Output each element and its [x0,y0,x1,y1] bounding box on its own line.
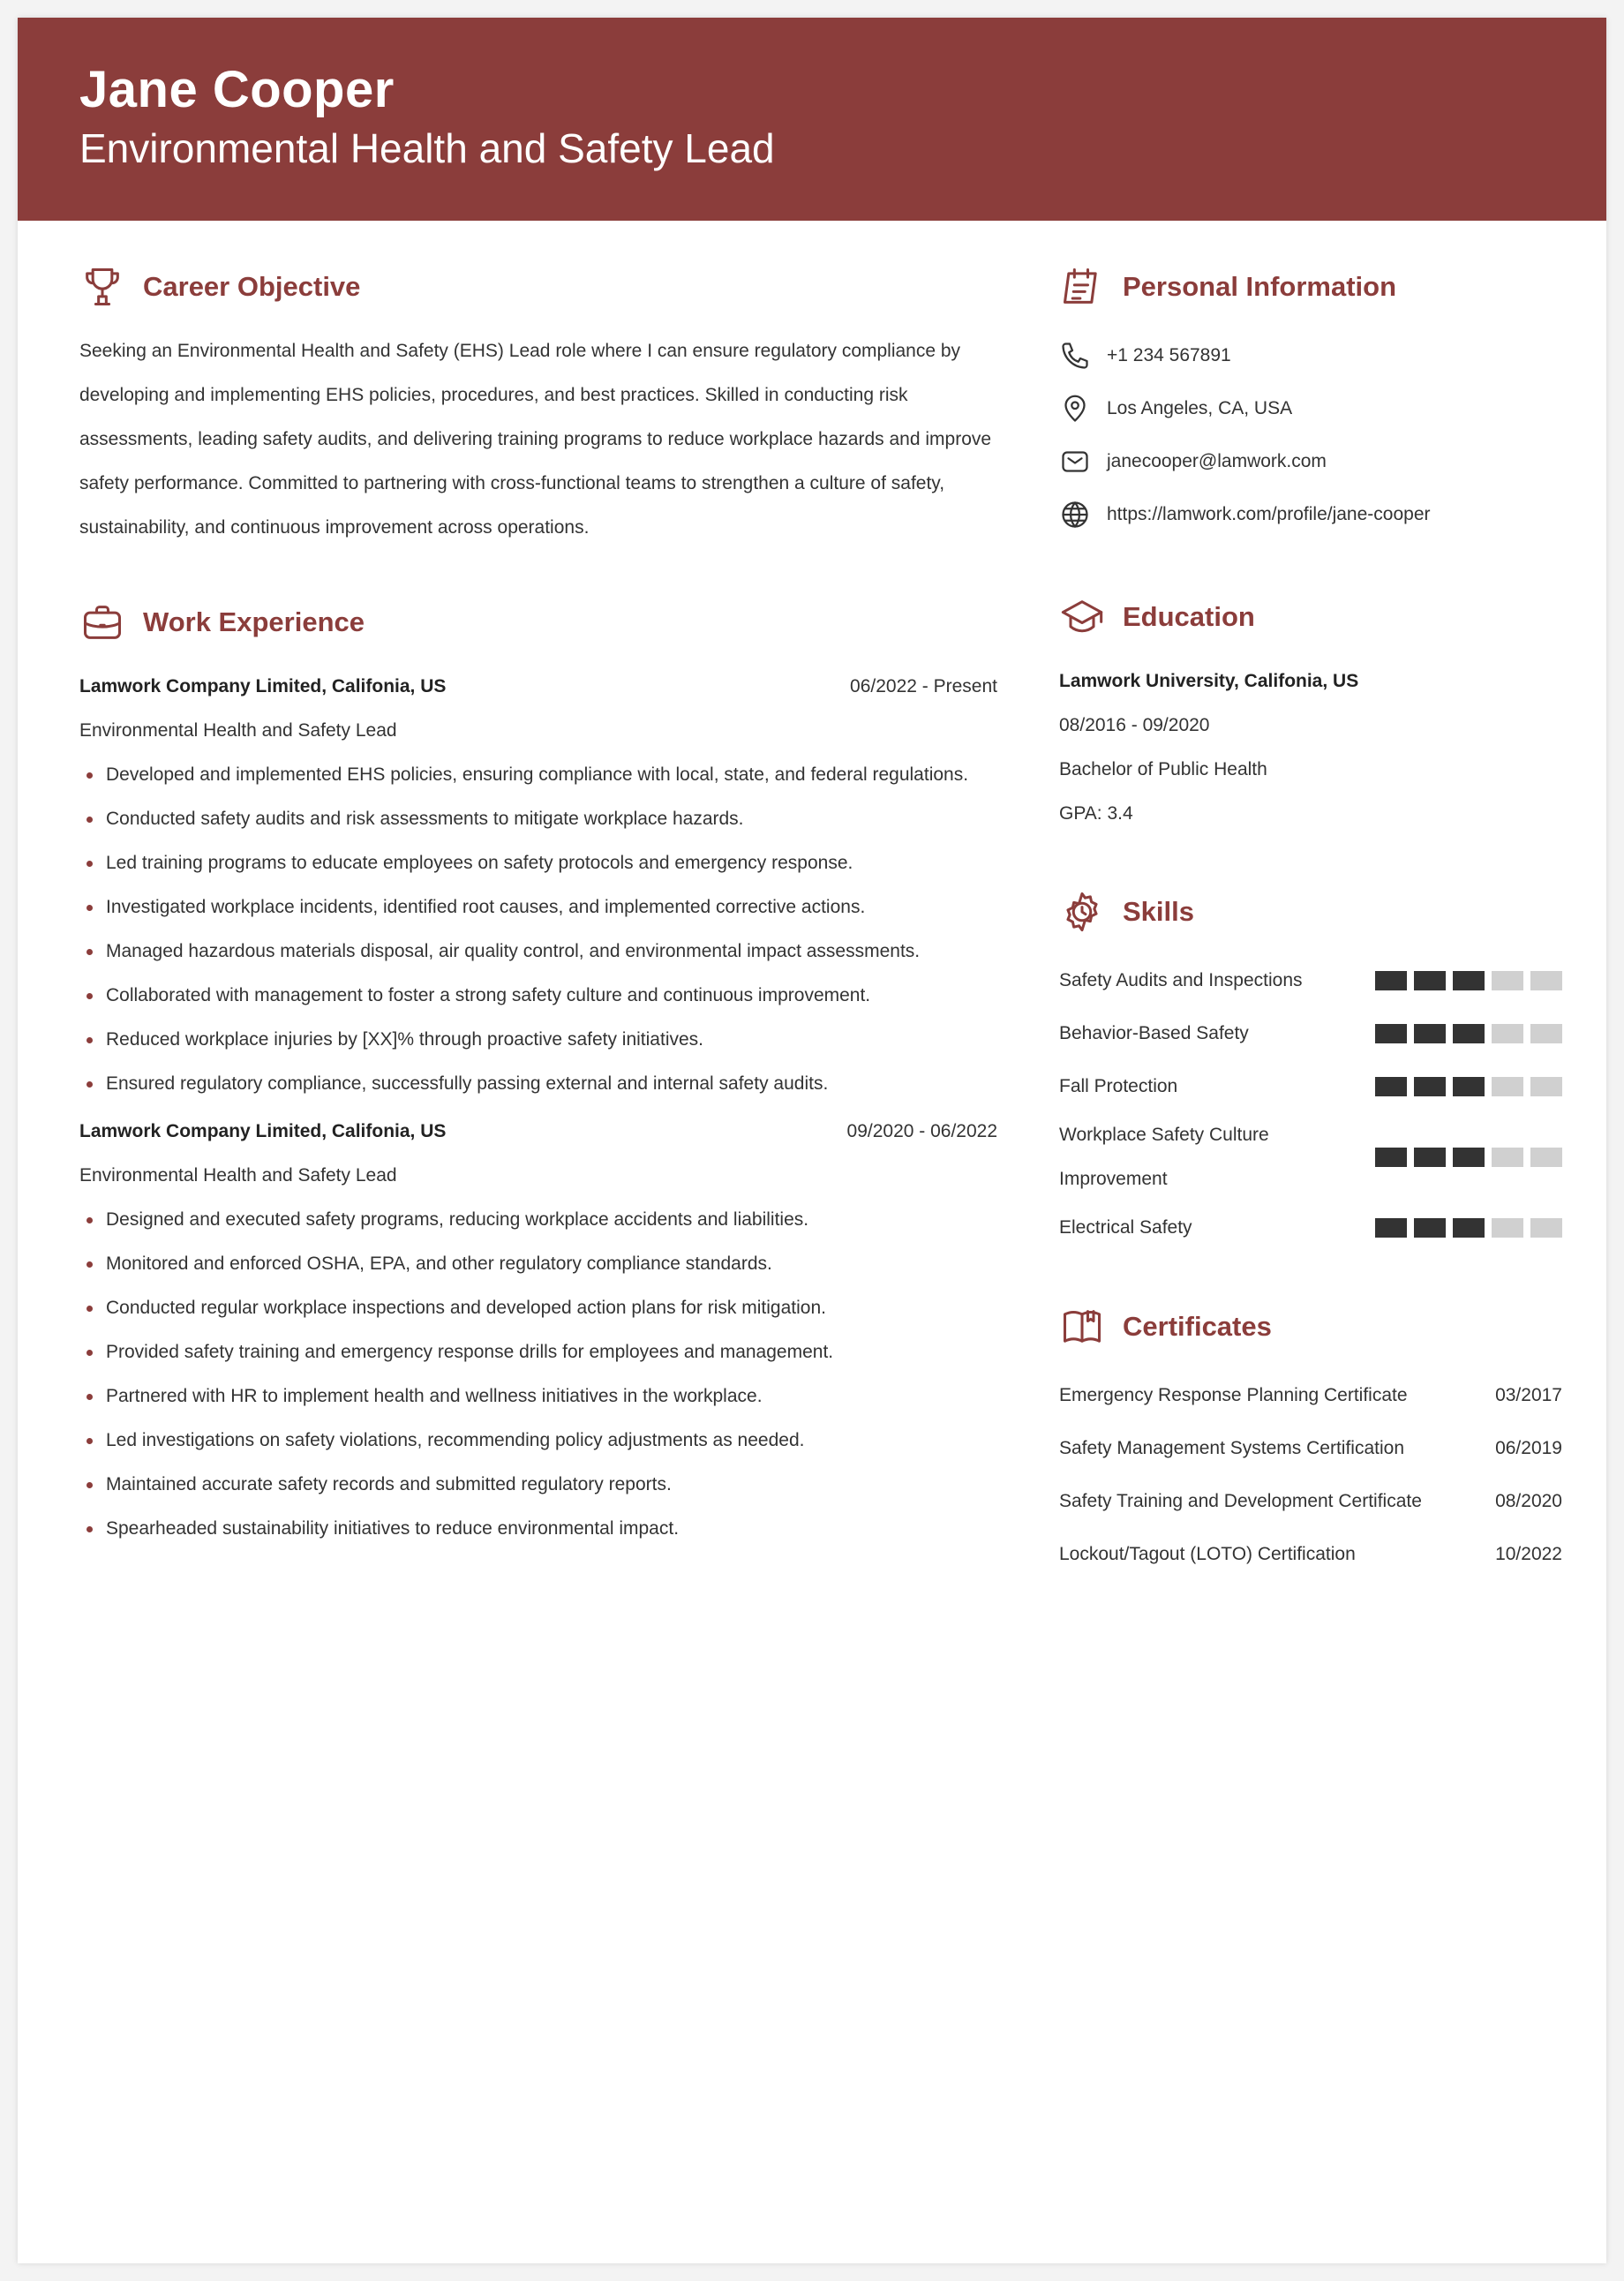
briefcase-icon [79,599,125,645]
skill-level-segment [1375,1024,1407,1043]
skill-level-segment [1530,1024,1562,1043]
skill-level-segment [1492,1218,1523,1238]
job-dates: 06/2022 - Present [850,676,997,696]
skill-level-segment [1492,1077,1523,1096]
section-header [1059,1300,1562,1353]
skill-level-segment [1414,1218,1446,1238]
certificate-date: 10/2022 [1495,1544,1562,1564]
skill-level-segment [1530,1148,1562,1167]
graduation-cap-icon [1059,594,1105,640]
list-item: Collaborated with management to foster a strong safety culture and continuous improvement. [79,974,997,1018]
map-pin-icon [1059,393,1091,425]
skill-row [1059,1007,1562,1060]
skill-level-segment [1530,971,1562,990]
list-item: Developed and implemented EHS policies, ensuring compliance with local, state, and federal regulations. [79,753,997,797]
skill-row [1059,1060,1562,1113]
job-entry [79,665,997,1106]
section-header [79,260,997,313]
job-company: Lamwork Company Limited, Califonia, US [79,1121,447,1141]
contact-email [1059,435,1562,488]
skill-level-bar [1375,1218,1562,1238]
education-gpa: GPA: 3.4 [1059,803,1133,824]
website-link[interactable]: https://lamwork.com/profile/jane-cooper [1107,504,1431,524]
career-objective-text: Seeking an Environmental Health and Safety (EHS) Lead role where I can ensure regulatory compliance by developing and implementing EHS policies, procedures, and best practices. Skilled in conducting risk assessments, leading safety audits, and delivering training programs to reduce workplace hazards and improve safety performance. Committed to partnering with cross-functional teams to strengthen a culture of safety, sustainability, and continuous improvement across operations. [79,341,992,538]
skill-level-segment [1414,1024,1446,1043]
skills-heading: Skills [1123,896,1194,927]
job-role: Environmental Health and Safety Lead [79,720,397,741]
mail-icon [1059,446,1091,478]
certificate-row [1059,1422,1562,1475]
job-entry [79,1110,997,1551]
right-column [1059,260,1562,1581]
list-item: Partnered with HR to implement health and wellness initiatives in the workplace. [79,1374,997,1419]
job-bullet-list [79,1198,997,1551]
skills-section [1059,885,1562,1254]
certificate-name: Lockout/Tagout (LOTO) Certification [1059,1544,1356,1564]
personal-information-heading: Personal Information [1123,271,1397,302]
skill-level-bar [1375,1024,1562,1043]
skill-level-segment [1375,1218,1407,1238]
certificate-name: Emergency Response Planning Certificate [1059,1385,1408,1405]
skill-level-segment [1453,1148,1485,1167]
certificate-row [1059,1369,1562,1422]
list-item: Monitored and enforced OSHA, EPA, and other regulatory compliance standards. [79,1242,997,1286]
skill-level-segment [1375,1148,1407,1167]
contact-website [1059,488,1562,541]
skill-level-segment [1375,971,1407,990]
education-degree: Bachelor of Public Health [1059,759,1267,779]
skill-level-segment [1414,1077,1446,1096]
list-item: Spearheaded sustainability initiatives to reduce environmental impact. [79,1507,997,1551]
phone-icon [1059,340,1091,372]
skill-name: Electrical Safety [1059,1217,1192,1238]
trophy-icon [79,264,125,310]
list-item: Reduced workplace injuries by [XX]% through proactive safety initiatives. [79,1018,997,1062]
certificate-row [1059,1528,1562,1581]
skill-row [1059,1113,1562,1201]
section-header [1059,591,1562,644]
certificate-date: 08/2020 [1495,1491,1562,1511]
certificate-date: 03/2017 [1495,1385,1562,1405]
skill-name: Fall Protection [1059,1076,1178,1096]
list-item: Led training programs to educate employees on safety protocols and emergency response. [79,841,997,885]
resume-page [18,18,1606,2263]
certificate-name: Safety Training and Development Certificate [1059,1491,1422,1511]
job-company: Lamwork Company Limited, Califonia, US [79,676,447,696]
gear-clock-icon [1059,889,1105,935]
calendar-note-icon [1059,264,1105,310]
skill-level-segment [1453,1024,1485,1043]
personal-information-section [1059,260,1562,541]
education-section [1059,591,1562,836]
list-item: Maintained accurate safety records and submitted regulatory reports. [79,1463,997,1507]
certificate-date: 06/2019 [1495,1438,1562,1458]
resume-header [18,18,1606,221]
education-school: Lamwork University, Califonia, US [1059,671,1359,691]
list-item: Led investigations on safety violations, recommending policy adjustments as needed. [79,1419,997,1463]
list-item: Ensured regulatory compliance, successfully passing external and internal safety audits. [79,1062,997,1106]
certificates-heading: Certificates [1123,1311,1272,1342]
section-header [1059,885,1562,938]
skill-level-segment [1492,1024,1523,1043]
section-header [79,596,997,649]
phone-number: +1 234 567891 [1107,345,1231,365]
skill-level-segment [1414,971,1446,990]
list-item: Conducted safety audits and risk assessments to mitigate workplace hazards. [79,797,997,841]
location-text: Los Angeles, CA, USA [1107,398,1293,418]
list-item: Designed and executed safety programs, reducing workplace accidents and liabilities. [79,1198,997,1242]
open-book-icon [1059,1304,1105,1350]
list-item: Managed hazardous materials disposal, air quality control, and environmental impact assessments. [79,930,997,974]
list-item: Provided safety training and emergency response drills for employees and management. [79,1330,997,1374]
work-experience-heading: Work Experience [143,606,365,637]
candidate-title: Environmental Health and Safety Lead [79,125,775,171]
skill-level-segment [1375,1077,1407,1096]
candidate-name: Jane Cooper [79,61,395,118]
skill-row [1059,1201,1562,1254]
job-header [79,665,997,709]
section-header [1059,260,1562,313]
skill-level-segment [1492,971,1523,990]
skill-row [1059,954,1562,1007]
list-item: Investigated workplace incidents, identified root causes, and implemented corrective actions. [79,885,997,930]
skill-level-segment [1414,1148,1446,1167]
career-objective-heading: Career Objective [143,271,361,302]
skill-level-segment [1492,1148,1523,1167]
email-link[interactable]: janecooper@lamwork.com [1107,451,1327,471]
skill-level-segment [1530,1218,1562,1238]
skill-level-bar [1375,1148,1562,1167]
skill-level-bar [1375,1077,1562,1096]
skill-name: Safety Audits and Inspections [1059,970,1303,990]
job-dates: 09/2020 - 06/2022 [846,1121,997,1141]
job-role: Environmental Health and Safety Lead [79,1165,397,1186]
certificates-section [1059,1300,1562,1581]
skill-name: Behavior-Based Safety [1059,1023,1249,1043]
left-column [79,260,997,1551]
work-experience-section [79,596,997,1551]
globe-icon [1059,499,1091,531]
education-heading: Education [1123,601,1255,632]
job-header [79,1110,997,1154]
skills-list [1059,954,1562,1254]
skill-level-segment [1530,1077,1562,1096]
education-dates: 08/2016 - 09/2020 [1059,715,1210,735]
certificate-name: Safety Management Systems Certification [1059,1438,1405,1458]
skill-level-segment [1453,971,1485,990]
skill-level-bar [1375,971,1562,990]
skill-level-segment [1453,1218,1485,1238]
certificate-row [1059,1475,1562,1528]
career-objective-section [79,260,997,550]
skill-name: Workplace Safety Culture Improvement [1059,1125,1269,1189]
job-bullet-list [79,753,997,1106]
contact-location [1059,382,1562,435]
list-item: Conducted regular workplace inspections and developed action plans for risk mitigation. [79,1286,997,1330]
contact-phone [1059,329,1562,382]
skill-level-segment [1453,1077,1485,1096]
